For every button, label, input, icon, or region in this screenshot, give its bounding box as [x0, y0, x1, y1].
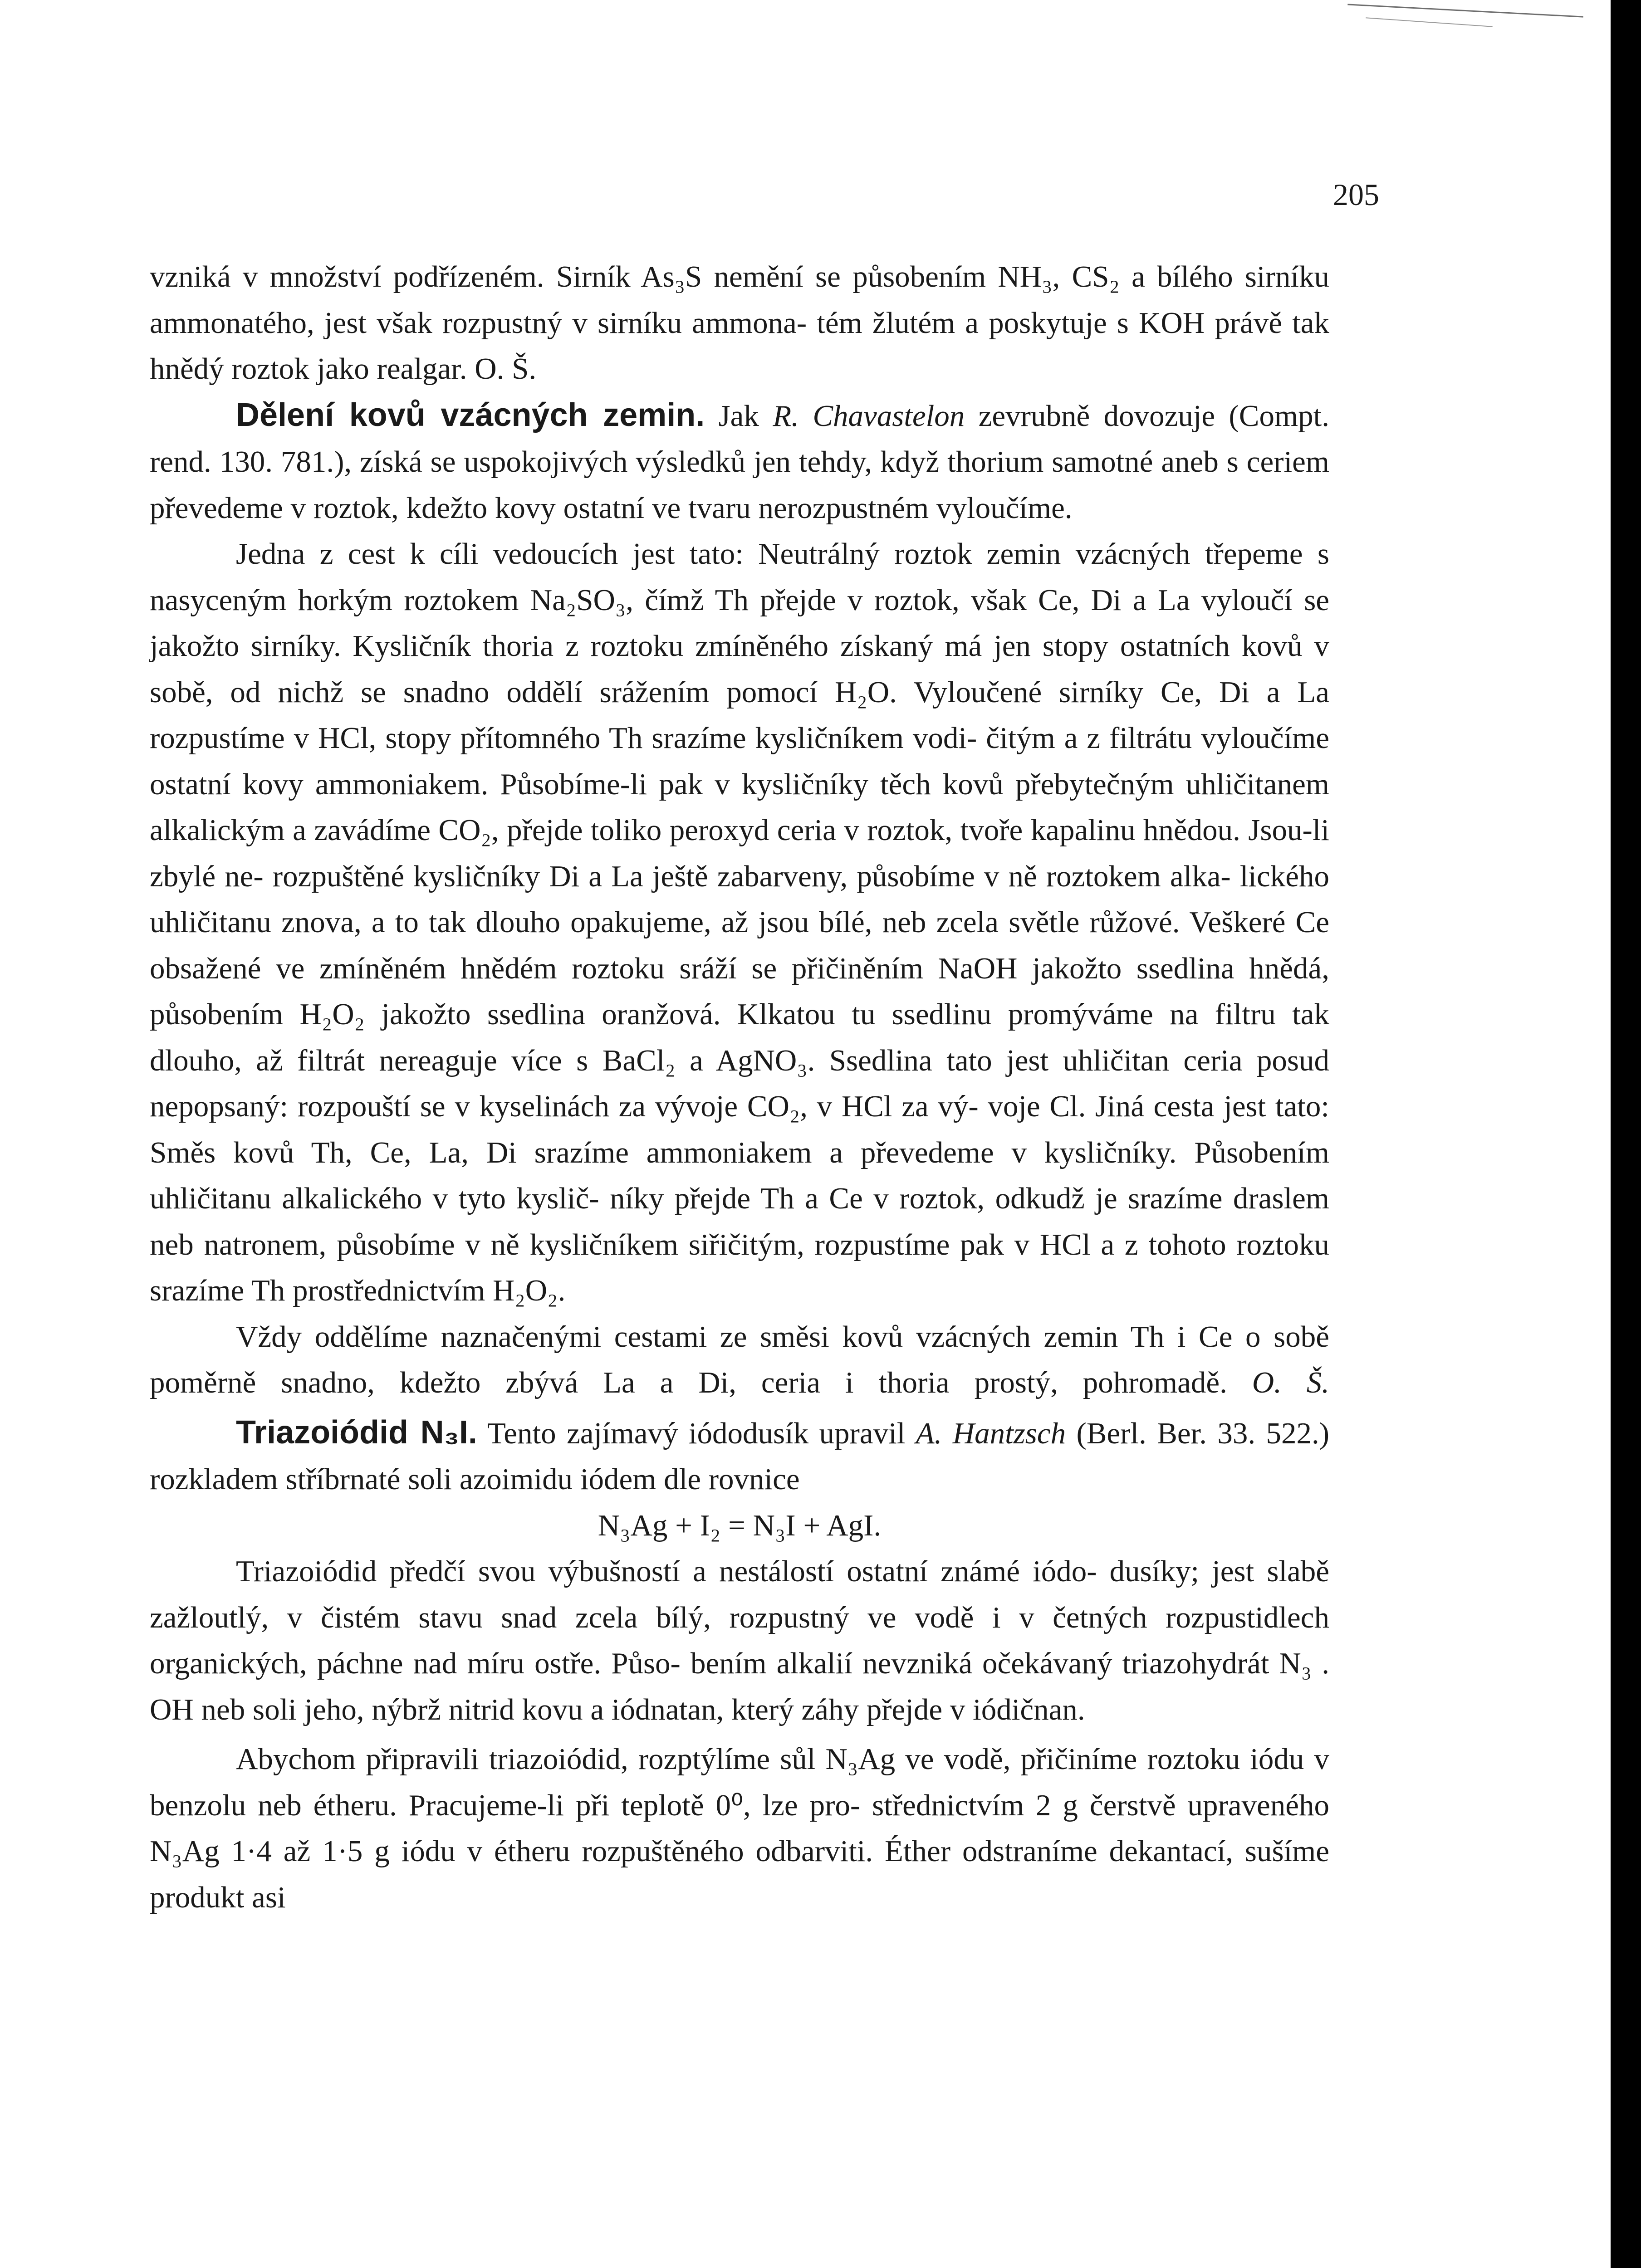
text-line: a převedeme v kysličníky. Působením uhličitanu alkalického v tyto kyslič-	[150, 1135, 1330, 1215]
text-line: tehdy, když thorium samotné aneb s ceriem převedeme v roztok, kdežto	[150, 445, 1330, 525]
paragraph	[150, 1314, 1329, 1406]
text-line: roztoku srazíme Th prostřednictvím H₂O₂.	[150, 1227, 1330, 1307]
text-line: působíme v ně kysličníkem siřičitým, rozpustíme pak v HCl a z tohoto	[337, 1227, 1226, 1261]
text-line: prostý, pohromadě.	[974, 1366, 1227, 1399]
text-line: ssedlina oranžová. Klkatou tu ssedlinu promýváme na filtru tak dlouho, až	[150, 997, 1329, 1077]
paragraph	[150, 254, 1329, 392]
text-line: střednictvím 2 g čerstvě upraveného N₃Ag 1·4 až 1·5 g iódu v étheru	[150, 1788, 1329, 1868]
text-line: v roztok, však Ce, Di a La vyloučí se jakožto sirníky. Kysličník thoria	[150, 583, 1330, 663]
text-line: kovy ostatní ve tvaru nerozpustném vyloučíme.	[495, 491, 1073, 525]
paragraph	[150, 1736, 1329, 1921]
text-line: voje Cl. Jiná cesta jest tato: Směs kovů Th, Ce, La, Di srazíme ammoniakem	[150, 1090, 1329, 1169]
text-line: sráží se přičiněním NaOH jakožto ssedlina hnědá, působením H₂O₂ jakožto	[150, 951, 1330, 1031]
text-line: vzniká v množství podřízeném. Sirník As₃S nemění se působením NH₃,	[150, 260, 1060, 293]
chemical-equation: N₃Ag + I₂ = N₃I + AgI.	[598, 1508, 882, 1542]
text-line: nitrid kovu a iódnatan, který záhy přejde v iódičnan.	[448, 1692, 1085, 1726]
text-line: Vždy oddělíme naznačenými cestami ze směsi kovů vzácných zemin	[236, 1320, 1118, 1354]
author-name: R. Chavastelon	[773, 399, 965, 433]
paragraph	[150, 1549, 1329, 1733]
text-line: vzácných třepeme s nasyceným horkým roztokem Na₂SO₃, čímž Th přejde	[150, 537, 1329, 617]
text-line: z roztoku zmíněného získaný má jen stopy ostatních kovů v sobě, od	[150, 629, 1330, 709]
text-line: lického uhličitanu znova, a to tak dlouho opakujeme, až jsou bílé, neb	[150, 859, 1330, 939]
paragraph	[150, 392, 1329, 532]
page-number: 205	[1333, 177, 1379, 212]
text-run: zevrubně	[965, 399, 1090, 433]
text-run: Tento zajímavý iódodusík upravil	[477, 1416, 916, 1450]
section-heading: Dělení kovů vzácných zemin.	[236, 396, 705, 433]
section-heading: Triazoiódid N₃I.	[236, 1414, 477, 1451]
text-line: dusíky; jest slabě zažloutlý, v čistém stavu snad zcela bílý, rozpustný ve	[150, 1554, 1329, 1634]
text-line: níky přejde Th a Ce v roztok, odkudž je srazíme draslem neb natronem,	[150, 1182, 1330, 1261]
text-line: posud nepopsaný: rozpouští se v kyselinách za vývoje CO₂, v HCl za vý-	[150, 1043, 1329, 1123]
text-line: roztoku iódu v benzolu neb étheru. Pracujeme-li při teplotě 0⁰, lze pro-	[150, 1742, 1330, 1822]
text-line: rozpuštěného odbarviti. Éther odstraníme dekantací, sušíme produkt asi	[150, 1834, 1329, 1914]
paragraph	[150, 531, 1329, 1314]
text-line: vodě i v četných rozpustidlech organických, páchne nad míru ostře. Půso-	[150, 1600, 1330, 1680]
text-line: zcela světle růžové. Veškeré Ce obsažené ve zmíněném hnědém roztoku	[150, 905, 1330, 985]
text-line: filtrát nereaguje více s BaCl₂ a AgNO₃. Ssedlina tato jest uhličitan ceria	[297, 1043, 1243, 1077]
signature: O. Š.	[1252, 1366, 1330, 1399]
text-line: čitým a z filtrátu vyloučíme ostatní kovy ammoniakem. Působíme-li pak	[150, 721, 1329, 801]
text-line: nichž se snadno oddělí srážením pomocí H₂O. Vyloučené sirníky Ce, Di	[278, 675, 1249, 709]
text-line: Th i Ce o sobě poměrně snadno, kdežto zbývá La a Di, ceria i thoria	[150, 1320, 1329, 1399]
scan-artifact	[1347, 4, 1583, 17]
text-run: Jak	[705, 399, 773, 433]
scan-artifact	[1366, 17, 1492, 27]
text-line: Triazoiódid předčí svou výbušností a nestálostí ostatní známé iódo-	[236, 1554, 1097, 1588]
body-text	[150, 254, 1329, 1921]
text-line: dovozuje (Compt. rend. 130. 781.), získá se uspokojivých výsledků jen	[150, 399, 1330, 479]
text-line: tém žlutém a poskytuje s KOH právě tak hnědý roztok jako realgar. O. Š.	[150, 306, 1329, 386]
text-line: (Berl. Ber. 33. 522.) rozkladem stříbrnaté soli azoimidu iódem dle rovnice	[150, 1416, 1330, 1496]
text-line: Jedna z cest k cíli vedoucích jest tato: Neutrálný roztok zemin	[236, 537, 1061, 571]
paragraph	[150, 1410, 1329, 1503]
text-line: bením alkalií nevzniká očekávaný triazohydrát N₃ . OH neb soli jeho, nýbrž	[150, 1647, 1330, 1726]
text-line: rozpuštěné kysličníky Di a La ještě zabarveny, působíme v ně roztokem alka-	[272, 859, 1231, 893]
text-line: a La rozpustíme v HCl, stopy přítomného Th srazíme kysličníkem vodi-	[150, 675, 1330, 755]
text-line: Abychom připravili triazoiódid, rozptýlíme sůl N₃Ag ve vodě, přičiníme	[236, 1742, 1137, 1776]
text-line: CS₂ a bílého sirníku ammonatého, jest však rozpustný v sirníku ammona-	[150, 260, 1330, 340]
text-line: v kysličníky těch kovů přebytečným uhličitanem alkalickým a zavádíme CO₂,	[150, 767, 1329, 847]
text-line: přejde toliko peroxyd ceria v roztok, tvoře kapalinu hnědou. Jsou-li zbylé ne-	[150, 813, 1329, 893]
author-name: A. Hantzsch	[916, 1416, 1066, 1450]
